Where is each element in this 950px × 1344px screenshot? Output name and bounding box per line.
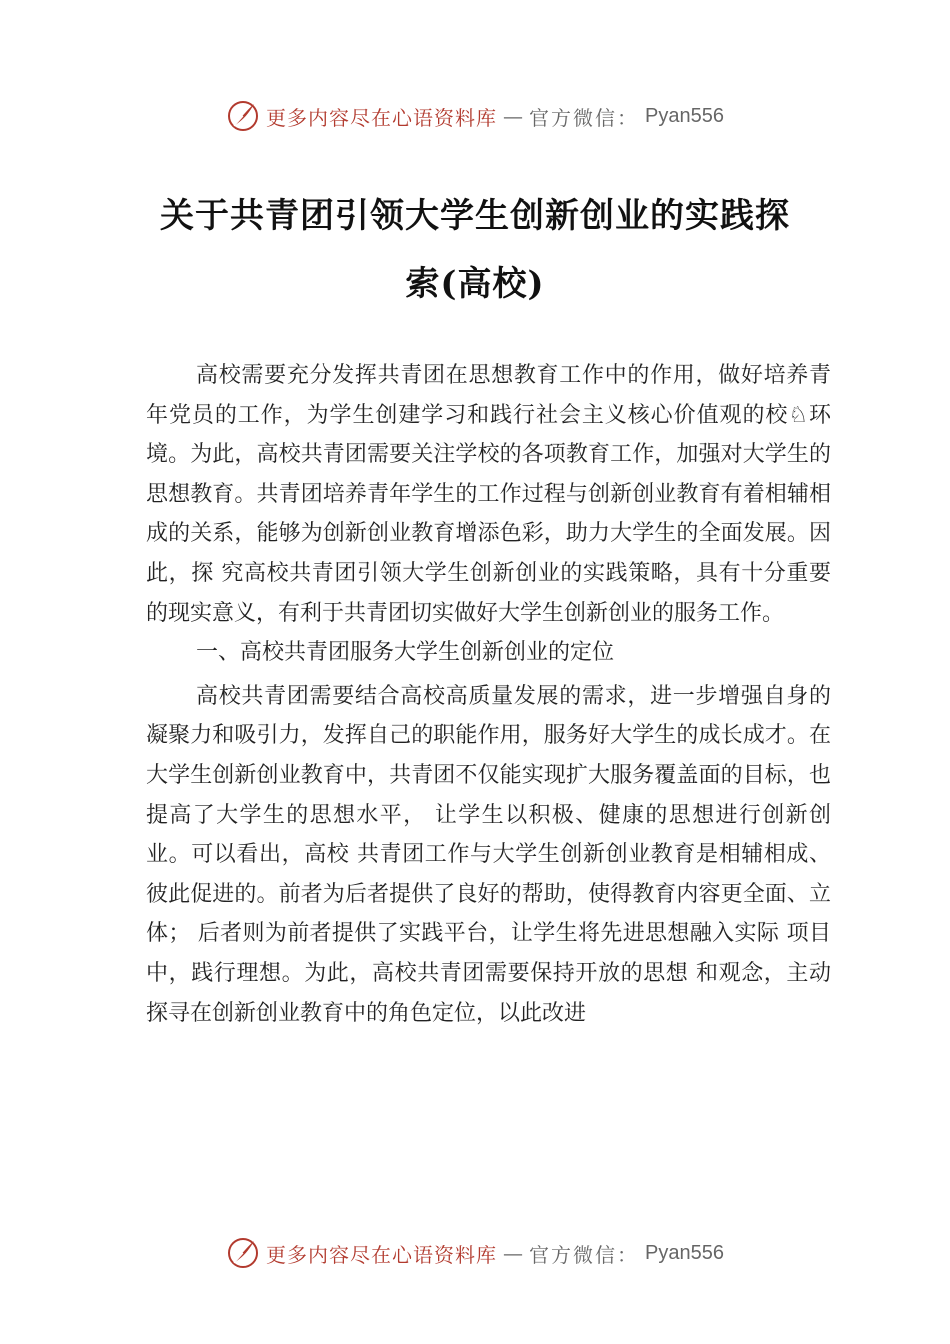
feather-quill-icon [226,99,260,133]
banner-wechat-id: Pyan556 [645,104,724,127]
header-banner [0,96,950,136]
paragraph-positioning: 高校共青团需要结合高校高质量发展的需求，进一步增强自身的凝聚力和吸引力，发挥自己的职能作用，服务好大学生的成长成才。在大学生创新创业教育中，共青团不仅能实现扩大服务覆盖面的目标，也提高了大学生的思想水平， 让学生以积极、健康的思想进行创新创业。可以看出，高校 共青团工作与大学生创新创业教育是相辅相成、彼此促进的。前者为后者提供了良好的帮助，使得教育内容更全面、立体； 后者则为前者提供了实践平台，让学生将先进思想融入实际 项目中，践行理想。为此，高校共青团需要保持开放的思想 和观念，主动探寻在创新创业教育中的角色定位，以此改进 [146,683,831,1026]
banner-wechat-id: Pyan556 [645,1241,724,1264]
footer-banner [0,1233,950,1273]
banner-separator: — [503,104,524,128]
banner-site-text: 更多内容尽在心语资料库 [266,1242,498,1267]
paragraph-intro: 高校需要充分发挥共青团在思想教育工作中的作用，做好培养青年党员的工作，为学生创建学习和践行社会主义核心价值观的校♘环境。为此，高校共青团需要关注学校的各项教育工作，加强对大学生的思想教育。共青团培养青年学生的工作过程与创新创业教育有着相辅相成的关系，能够为创新创业教育增添色彩，助力大学生的全面发展。因此，探 究高校共青团引领大学生创新创业的实践策略，具有十分重要的现实意义，有利于共青团切实做好大学生创新创业的服务工作。 [146,363,831,626]
banner-wechat-label: 官方微信： [529,105,640,130]
document-title-line-1: 关于共青团引领大学生创新创业的实践探 [160,196,790,236]
banner-wechat-label: 官方微信： [529,1242,640,1267]
banner-site-text: 更多内容尽在心语资料库 [266,105,498,130]
section-heading-1: 一、高校共青团服务大学生创新创业的定位 [196,640,615,666]
feather-quill-icon [226,1236,260,1270]
document-body [146,356,831,1033]
document-title-line-2: 索(高校) [405,264,545,304]
banner-separator: — [503,1241,524,1265]
